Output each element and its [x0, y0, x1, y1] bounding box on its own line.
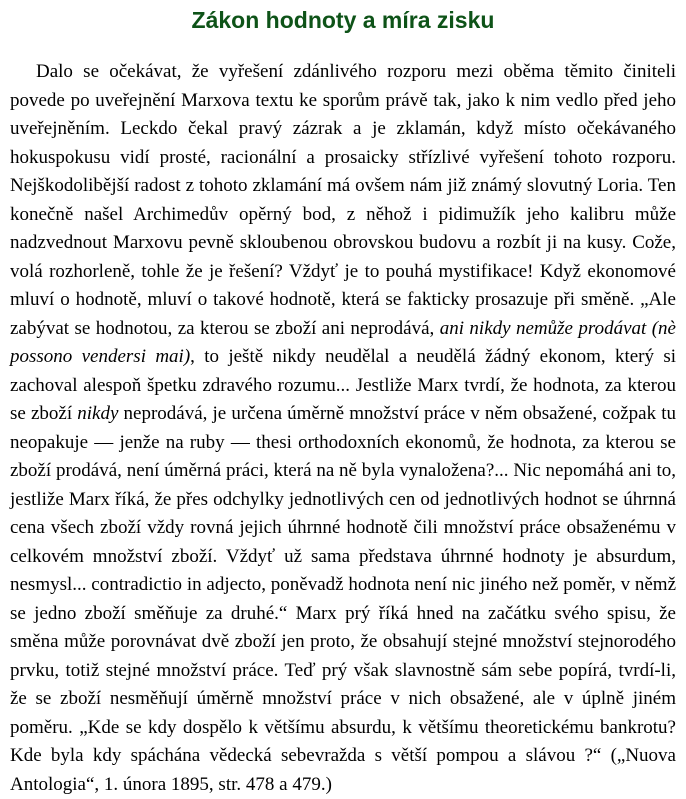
paragraph-segment-italic: nikdy: [77, 403, 119, 424]
paragraph-segment: neprodává, je určena úměrně množství práce v něm obsažené, cožpak tu neopakuje — jenže na ruby — thesi orthodoxních ekonomů, že hodnota, za kterou se zboží prodává, není úměrná práci, která na ně byla vynaložena?... Nic nepomáhá ani to, jestliže Marx říká, že přes odchylky jednotlivých cen od jednotlivých hodnot se úhrnná cena všech zboží vždy rovná jejich úhrnné hodnotě čili množství práce obsaženému v celkovém množství zboží. Vždyť už sama představa úhrnné hodnoty je absurdum, nesmysl... contradictio in adjecto, poněvadž hodnota není nic jiného než poměr, v němž se jedno zboží směňuje za druhé.“ Marx prý říká hned na začátku svého spisu, že směna může porovnávat dvě zboží jen proto, že obsahují stejné množství stejnorodého prvku, totiž stejné množství práce. Teď prý však slavnostně sám sebe popírá, tvrdí-li, že se zboží nesměňují úměrně množství práce v nich obsažené, ale v úplně jiném poměru. „Kde se kdy dospělo k většímu absurdu, k většímu theoretickému bankrotu? Kde byla kdy spáchána vědecká sebevražda s větší pompou a slávou ?“ („Nuova Antologia“, 1. února 1895, str. 478 a 479.): [10, 403, 676, 795]
page-title: Zákon hodnoty a míra zisku: [191, 7, 495, 33]
paragraph-segment-italic: ani nikdy nemůže prodávat (nè possono vendersi mai): [10, 317, 676, 367]
body-paragraph: [10, 58, 676, 799]
paragraph-segment: Dalo se očekávat, že vyřešení zdánlivého rozporu mezi oběma těmito činiteli povede po uveřejnění Marxova textu ke sporům právě tak, jako k nim vedlo před jeho uveřejněním. Leckdo čekal pravý zázrak a je zklamán, když místo očekávaného hokuspokusu vidí prosté, racionální a prosaicky střízlivé vyřešení tohoto rozporu. Nejškodolibější radost z tohoto zklamání má ovšem nám již známý slovutný Loria. Ten konečně našel Archimedův opěrný bod, z něhož i pidimužík jeho kalibru může nadzvednout Marxovu pevně skloubenou obrovskou budovu a rozbít ji na kusy. Cože, volá rozhorleně, tohle že je řešení? Vždyť je to pouhá mystifikace! Když ekonomové mluví o hodnotě, mluví o takové hodnotě, která se fakticky prosazuje při směně. „Ale zabývat se hodnotou, za kterou se zboží ani neprodává,: [10, 61, 676, 339]
paragraph-segment: , to ještě nikdy neudělal a neudělá žádný ekonom, který si zachoval alespoň špetku zdravého rozumu... Jestliže Marx tvrdí, že hodnota, za kterou se zboží: [10, 346, 676, 424]
